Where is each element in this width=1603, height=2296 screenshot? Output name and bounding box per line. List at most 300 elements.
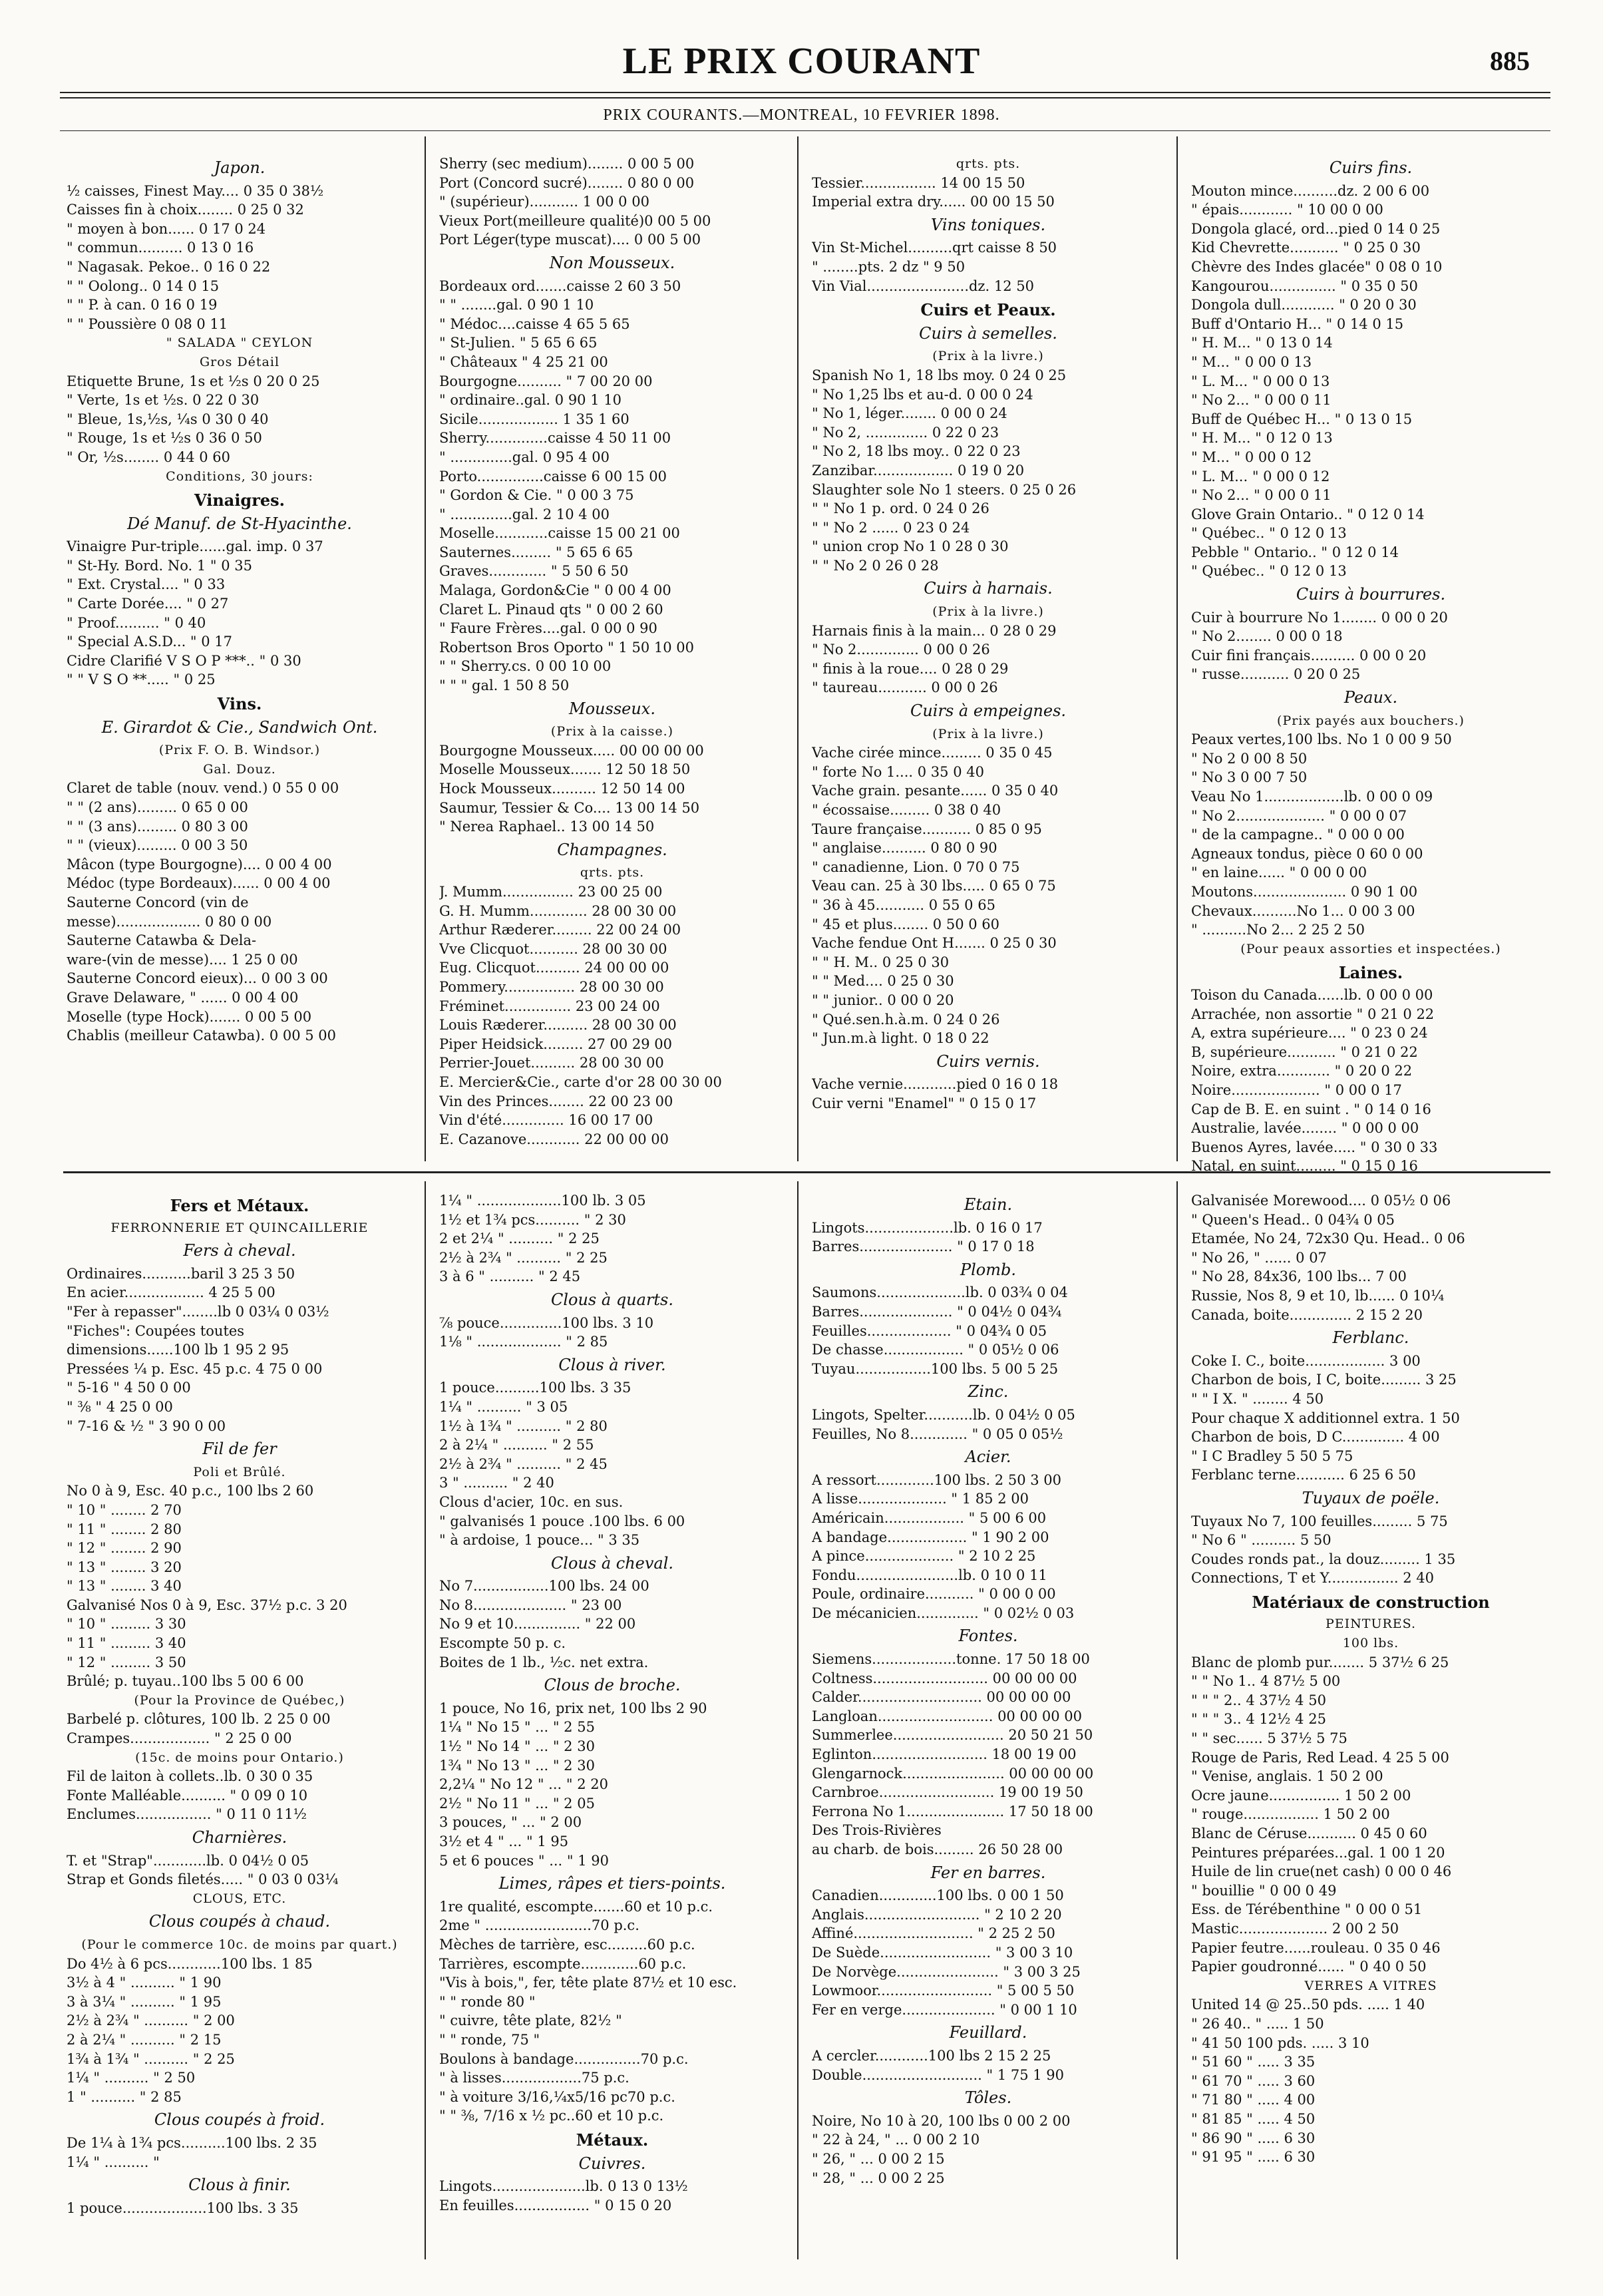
price-row: Piper Heidsick......... 27 00 29 00 bbox=[439, 1036, 672, 1052]
price-row: " " ........gal. 0 90 1 10 bbox=[439, 297, 594, 313]
price-row: 1re qualité, escompte.......60 et 10 p.c. bbox=[439, 1898, 713, 1915]
price-row: Lowmoor.......................... " 5 00 5 50 bbox=[812, 1983, 1075, 1999]
price-row: dimensions......100 lb 1 95 2 95 bbox=[67, 1342, 289, 1358]
price-row: 3 " .......... " 2 40 bbox=[439, 1475, 554, 1491]
price-row: Sauterne Catawba & Dela- bbox=[67, 932, 257, 949]
price-row: " à ardoise, 1 pouce... " 3 35 bbox=[439, 1532, 640, 1549]
price-row: " 11 " ......... 3 40 bbox=[67, 1635, 186, 1652]
section-heading: Clous à cheval. bbox=[550, 1553, 674, 1573]
section-heading: Fil de fer bbox=[202, 1439, 277, 1459]
price-row: " 36 à 45........... 0 55 0 65 bbox=[812, 896, 995, 913]
price-row: " " I X. " ........ 4 50 bbox=[1191, 1390, 1324, 1407]
price-row: J. Mumm................ 23 00 25 00 bbox=[439, 883, 663, 900]
column-rule bbox=[425, 1181, 426, 2259]
price-row: " rouge................. 1 50 2 00 bbox=[1191, 1806, 1390, 1823]
price-row: Saumons....................lb. 0 03¾ 0 04 bbox=[812, 1284, 1068, 1301]
price-row: " à lisses..................75 p.c. bbox=[439, 2070, 629, 2086]
price-row: " No 2... " 0 00 0 11 bbox=[1191, 392, 1332, 409]
price-row: Blanc de plomb pur........ 5 37½ 6 25 bbox=[1191, 1654, 1449, 1670]
price-row: " St-Hy. Bord. No. 1 " 0 35 bbox=[67, 557, 253, 574]
price-row: Feuilles................... " 0 04¾ 0 05 bbox=[812, 1322, 1047, 1339]
price-row: " 12 " ........ 2 90 bbox=[67, 1540, 182, 1557]
category-heading: Vinaigres. bbox=[194, 490, 285, 510]
price-row: " St-Julien. " 5 65 6 65 bbox=[439, 335, 598, 351]
price-row: Tuyaux No 7, 100 feuilles......... 5 75 bbox=[1191, 1513, 1448, 1529]
price-row: Boites de 1 lb., ½c. net extra. bbox=[439, 1654, 649, 1670]
price-row: " galvanisés 1 pouce .100 lbs. 6 00 bbox=[439, 1513, 685, 1529]
price-row: " Rouge, 1s et ½s 0 36 0 50 bbox=[67, 430, 262, 447]
price-row: " Bleue, 1s,½s, ¼s 0 30 0 40 bbox=[67, 411, 269, 427]
price-row: " " (2 ans)......... 0 65 0 00 bbox=[67, 799, 248, 815]
dateline-rule bbox=[60, 130, 1550, 131]
section-heading: Mousseux. bbox=[569, 699, 655, 718]
subheading: Gal. Douz. bbox=[203, 761, 276, 777]
price-row: " 41 50 100 pds. ..... 3 10 bbox=[1191, 2034, 1369, 2051]
price-row: Boulons à bandage...............70 p.c. bbox=[439, 2050, 689, 2067]
section-heading: Cuirs à semelles. bbox=[919, 323, 1057, 343]
price-row: Anglais.......................... " 2 10 2 20 bbox=[812, 1906, 1062, 1923]
price-row: De chasse.................. " 0 05½ 0 06 bbox=[812, 1342, 1059, 1358]
price-row: " ..............gal. 0 95 4 00 bbox=[439, 449, 610, 465]
price-row: No 9 et 10............... " 22 00 bbox=[439, 1616, 636, 1632]
price-row: " " H. M.. 0 25 0 30 bbox=[812, 954, 950, 970]
price-row: "Fiches": Coupées toutes bbox=[67, 1322, 245, 1339]
page-number: 885 bbox=[1490, 46, 1530, 76]
category-heading: Laines. bbox=[1338, 963, 1403, 983]
category-heading: Vins. bbox=[217, 694, 262, 714]
section-heading: Clous de broche. bbox=[544, 1676, 681, 1695]
subheading: VERRES A VITRES bbox=[1304, 1978, 1437, 1993]
category-heading: Cuirs et Peaux. bbox=[920, 300, 1056, 320]
price-row: En acier.................. 4 25 5 00 bbox=[67, 1284, 275, 1301]
price-row: 1¼ " .......... " 3 05 bbox=[439, 1398, 568, 1415]
price-row: Carnbroe.......................... 19 00 19 50 bbox=[812, 1784, 1083, 1801]
section-heading: Cuivres. bbox=[578, 2154, 646, 2173]
subheading: (Pour peaux assorties et inspectées.) bbox=[1240, 941, 1501, 956]
section-heading: Clous à quarts. bbox=[550, 1290, 674, 1309]
price-row: ware-(vin de messe).... 1 25 0 00 bbox=[67, 951, 298, 968]
subheading: (Prix F. O. B. Windsor.) bbox=[158, 743, 321, 758]
price-row: Tuyau.................100 lbs. 5 00 5 25 bbox=[812, 1360, 1059, 1377]
price-row: messe)................... 0 80 0 00 bbox=[67, 913, 272, 930]
price-row: Buenos Ayres, lavée..... " 0 30 0 33 bbox=[1191, 1139, 1438, 1155]
price-row: G. H. Mumm............. 28 00 30 00 bbox=[439, 902, 677, 919]
price-row: Coke I. C., boite.................. 3 00 bbox=[1191, 1352, 1421, 1369]
price-row: " No 2.................... " 0 00 0 07 bbox=[1191, 807, 1407, 824]
subheading: qrts. pts. bbox=[580, 865, 645, 880]
price-row: Etiquette Brune, 1s et ½s 0 20 0 25 bbox=[67, 373, 320, 389]
price-row: Pommery................ 28 00 30 00 bbox=[439, 978, 664, 995]
price-row: Noire, extra............ " 0 20 0 22 bbox=[1191, 1063, 1413, 1079]
price-row: E. Mercier&Cie., carte d'or 28 00 30 00 bbox=[439, 1073, 722, 1090]
price-row: " I C Bradley 5 50 5 75 bbox=[1191, 1447, 1353, 1464]
price-row: Claret de table (nouv. vend.) 0 55 0 00 bbox=[67, 780, 339, 797]
price-row: Vache grain. pesante...... 0 35 0 40 bbox=[812, 783, 1059, 799]
price-row: " Jun.m.à light. 0 18 0 22 bbox=[812, 1030, 989, 1047]
price-row: A lisse.................... " 1 85 2 00 bbox=[812, 1491, 1029, 1507]
price-row: " Queen's Head.. 0 04¾ 0 05 bbox=[1191, 1211, 1395, 1228]
price-row: Crampes.................. " 2 25 0 00 bbox=[67, 1730, 292, 1747]
price-row: Vin St-Michel..........qrt caisse 8 50 bbox=[812, 240, 1057, 256]
section-heading: Fontes. bbox=[958, 1626, 1018, 1646]
price-row: Canada, boite.............. 2 15 2 20 bbox=[1191, 1306, 1423, 1323]
price-row: Lingots....................lb. 0 16 0 17 bbox=[812, 1219, 1043, 1236]
section-heading: Cuirs vernis. bbox=[936, 1052, 1040, 1071]
column-rule bbox=[425, 136, 426, 1161]
price-row: Hock Mousseux.......... 12 50 14 00 bbox=[439, 781, 685, 797]
section-heading: Feuillard. bbox=[949, 2023, 1027, 2042]
price-row: Do 4½ à 6 pcs............100 lbs. 1 85 bbox=[67, 1955, 313, 1972]
price-row: " M... " 0 00 0 13 bbox=[1191, 353, 1312, 370]
subheading: (Prix à la livre.) bbox=[932, 349, 1044, 364]
price-row: 1½ " No 14 " ... " 2 30 bbox=[439, 1738, 595, 1755]
price-row: 3 à 6 " .......... " 2 45 bbox=[439, 1268, 581, 1285]
price-row: Lingots.....................lb. 0 13 0 13½ bbox=[439, 2178, 688, 2195]
price-row: Port Léger(type muscat).... 0 00 5 00 bbox=[439, 232, 701, 248]
price-row: Des Trois-Rivières bbox=[812, 1822, 942, 1839]
price-row: 1 " .......... " 2 85 bbox=[67, 2088, 182, 2105]
price-row: " cuivre, tête plate, 82½ " bbox=[439, 2012, 622, 2029]
section-heading: Tôles. bbox=[964, 2088, 1012, 2108]
price-row: " union crop No 1 0 28 0 30 bbox=[812, 538, 1009, 555]
price-row: " 12 " ......... 3 50 bbox=[67, 1654, 186, 1670]
price-row: 1 pouce, No 16, prix net, 100 lbs 2 90 bbox=[439, 1700, 707, 1716]
subheading: Conditions, 30 jours: bbox=[166, 469, 313, 484]
price-row: Calder............................ 00 00 00 00 bbox=[812, 1689, 1071, 1706]
price-row: 2 et 2¼ " .......... " 2 25 bbox=[439, 1231, 600, 1247]
column-rule bbox=[1176, 136, 1178, 1161]
price-row: Noire.................... " 0 00 0 17 bbox=[1191, 1081, 1402, 1098]
price-row: Brûlé; p. tuyau..100 lbs 5 00 6 00 bbox=[67, 1673, 304, 1690]
price-row: No 7.................100 lbs. 24 00 bbox=[439, 1578, 649, 1595]
section-heading: Cuirs à bourrures. bbox=[1296, 585, 1446, 604]
section-heading: Tuyaux de poële. bbox=[1302, 1488, 1440, 1507]
price-row: " Nagasak. Pekoe.. 0 16 0 22 bbox=[67, 258, 271, 275]
subheading: (Pour le commerce 10c. de moins par quart.) bbox=[81, 1937, 398, 1952]
price-row: Chablis (meilleur Catawba). 0 00 5 00 bbox=[67, 1028, 337, 1044]
subheading: (Prix à la livre.) bbox=[932, 604, 1044, 620]
price-row: Ferrona No 1...................... 17 50 18 00 bbox=[812, 1803, 1093, 1819]
price-row: Natal, en suint......... " 0 15 0 16 bbox=[1191, 1158, 1418, 1175]
price-row: Sherry (sec medium)........ 0 00 5 00 bbox=[439, 156, 695, 172]
section-heading: Fer en barres. bbox=[930, 1863, 1046, 1882]
price-row: " " Sherry.cs. 0 00 10 00 bbox=[439, 658, 612, 675]
price-row: A bandage.................. " 1 90 2 00 bbox=[812, 1529, 1049, 1545]
subheading: Gros Détail bbox=[199, 354, 280, 369]
price-row: " " No 2 0 26 0 28 bbox=[812, 557, 939, 574]
price-row: Peaux vertes,100 lbs. No 1 0 00 9 50 bbox=[1191, 731, 1452, 748]
section-heading: Clous coupés à froid. bbox=[154, 2110, 325, 2130]
price-row: ½ caisses, Finest May.... 0 35 0 38½ bbox=[67, 182, 324, 199]
price-row: 1¼ " No 15 " ... " 2 55 bbox=[439, 1719, 595, 1736]
section-heading: Japon. bbox=[214, 158, 266, 177]
price-row: " Proof.......... " 0 40 bbox=[67, 614, 206, 631]
column-rule bbox=[797, 1181, 799, 2259]
price-row: " 22 à 24, " ... 0 00 2 10 bbox=[812, 2132, 980, 2148]
price-row: " H. M... " 0 13 0 14 bbox=[1191, 335, 1333, 351]
subheading: CLOUS, ETC. bbox=[192, 1891, 287, 1906]
section-heading: Clous coupés à chaud. bbox=[148, 1912, 331, 1931]
price-row: Feuilles, No 8............. " 0 05 0 05½ bbox=[812, 1426, 1063, 1442]
price-row: Taure française........... 0 85 0 95 bbox=[812, 821, 1042, 837]
price-row: " No 26, " ...... 0 07 bbox=[1191, 1249, 1327, 1266]
price-row: Vache vernie............pied 0 16 0 18 bbox=[812, 1076, 1059, 1093]
section-heading: Vins toniques. bbox=[930, 215, 1046, 234]
price-row: " 51 60 " ..... 3 35 bbox=[1191, 2054, 1316, 2070]
price-row: Peintures préparées...gal. 1 00 1 20 bbox=[1191, 1844, 1445, 1861]
price-row: " ordinaire..gal. 0 90 1 10 bbox=[439, 392, 622, 409]
price-row: Spanish No 1, 18 lbs moy. 0 24 0 25 bbox=[812, 367, 1067, 383]
price-row: Sherry..............caisse 4 50 11 00 bbox=[439, 430, 671, 447]
price-row: 2½ à 2¾ " .......... " 2 45 bbox=[439, 1455, 608, 1472]
price-row: Noire, No 10 à 20, 100 lbs 0 00 2 00 bbox=[812, 2112, 1071, 2129]
price-row: Imperial extra dry...... 00 00 15 50 bbox=[812, 194, 1055, 210]
column-clous bbox=[439, 1191, 785, 2215]
price-row: Langloan.......................... 00 00 00 00 bbox=[812, 1708, 1082, 1724]
price-row: Chèvre des Indes glacée" 0 08 0 10 bbox=[1191, 258, 1443, 275]
price-row: Arthur Ræderer......... 22 00 24 00 bbox=[439, 922, 681, 938]
price-row: " No 2, .............. 0 22 0 23 bbox=[812, 424, 999, 441]
price-row: Summerlee......................... 20 50 21 50 bbox=[812, 1727, 1093, 1744]
price-row: 1¾ " No 13 " ... " 2 30 bbox=[439, 1757, 595, 1774]
price-row: Buff de Québec H... " 0 13 0 15 bbox=[1191, 411, 1413, 427]
price-row: Lingots, Spelter...........lb. 0 04½ 0 05 bbox=[812, 1406, 1075, 1423]
price-row: " 45 et plus........ 0 50 0 60 bbox=[812, 916, 1000, 932]
section-heading: Peaux. bbox=[1343, 688, 1398, 707]
price-row: " L. M... " 0 00 0 12 bbox=[1191, 468, 1330, 484]
price-row: Sicile.................. 1 35 1 60 bbox=[439, 411, 629, 427]
price-row: Double........................... " 1 75 1 90 bbox=[812, 2066, 1065, 2083]
price-row: Vin Vial.......................dz. 12 50 bbox=[812, 278, 1034, 294]
header-rule bbox=[60, 92, 1550, 93]
price-row: 3 pouces, " ... " 2 00 bbox=[439, 1814, 582, 1831]
price-row: " " ronde, 75 " bbox=[439, 2031, 540, 2048]
price-row: Bourgogne.......... " 7 00 20 00 bbox=[439, 373, 653, 389]
price-row: " L. M... " 0 00 0 13 bbox=[1191, 373, 1330, 389]
page-title: LE PRIX COURANT bbox=[622, 41, 981, 82]
price-row: Vin d'été.............. 16 00 17 00 bbox=[439, 1112, 653, 1129]
price-row: " No 2........ 0 00 0 18 bbox=[1191, 628, 1343, 645]
price-row: Cuir verni "Enamel" " 0 15 0 17 bbox=[812, 1095, 1037, 1111]
price-row: Zanzibar.................. 0 19 0 20 bbox=[812, 462, 1025, 478]
price-row: 1¾ à 1¾ " .......... " 2 25 bbox=[67, 2050, 235, 2067]
price-row: E. Cazanove............ 22 00 00 00 bbox=[439, 1131, 669, 1147]
column-etain-toles bbox=[812, 1191, 1164, 2188]
price-row: Vinaigre Pur-triple......gal. imp. 0 37 bbox=[67, 538, 323, 555]
section-heading: Clous à river. bbox=[558, 1355, 666, 1374]
price-row: Fil de laiton à collets..lb. 0 30 0 35 bbox=[67, 1768, 313, 1785]
price-row: Barbelé p. clôtures, 100 lb. 2 25 0 00 bbox=[67, 1711, 331, 1728]
price-row: Pour chaque X additionnel extra. 1 50 bbox=[1191, 1410, 1460, 1426]
price-row: Blanc de Céruse........... 0 45 0 60 bbox=[1191, 1825, 1427, 1841]
price-row: Vve Clicquot........... 28 00 30 00 bbox=[439, 940, 667, 957]
price-row: Vieux Port(meilleure qualité)0 00 5 00 bbox=[439, 212, 711, 229]
price-row: 2me " ........................70 p.c. bbox=[439, 1917, 639, 1934]
price-row: T. et "Strap"............lb. 0 04½ 0 05 bbox=[67, 1852, 309, 1869]
price-row: 5 et 6 pouces " ... " 1 90 bbox=[439, 1852, 609, 1869]
price-row: Charbon de bois, D C.............. 4 00 bbox=[1191, 1429, 1440, 1445]
subheading: Poli et Brûlé. bbox=[193, 1464, 286, 1479]
price-row: " " No 1 p. ord. 0 24 0 26 bbox=[812, 500, 989, 517]
column-japon-vins bbox=[67, 154, 413, 1046]
price-row: " 91 95 " ..... 6 30 bbox=[1191, 2149, 1316, 2166]
section-heading: Zinc. bbox=[968, 1382, 1009, 1402]
price-row: Vin des Princes........ 22 00 23 00 bbox=[439, 1093, 673, 1109]
price-row: "Fer à repasser"........lb 0 03¼ 0 03½ bbox=[67, 1303, 329, 1320]
price-row: Galvanisée Morewood.... 0 05½ 0 06 bbox=[1191, 1193, 1451, 1209]
price-row: " No 2... " 0 00 0 11 bbox=[1191, 487, 1332, 504]
price-row: Cuir à bourrure No 1........ 0 00 0 20 bbox=[1191, 609, 1448, 626]
header-rule-2 bbox=[60, 97, 1550, 98]
price-row: Américain.................. " 5 00 6 00 bbox=[812, 1509, 1047, 1526]
price-row: Glove Grain Ontario.. " 0 12 0 14 bbox=[1191, 506, 1425, 522]
price-row: " forte No 1.... 0 35 0 40 bbox=[812, 763, 984, 780]
price-row: Moselle (type Hock)....... 0 00 5 00 bbox=[67, 1008, 312, 1025]
price-row: Russie, Nos 8, 9 et 10, lb...... 0 10¼ bbox=[1191, 1287, 1445, 1304]
price-row: Ocre jaune................ 1 50 2 00 bbox=[1191, 1787, 1411, 1804]
price-row: De 1¼ à 1¾ pcs..........100 lbs. 2 35 bbox=[67, 2134, 317, 2151]
price-row: " Nerea Raphael.. 13 00 14 50 bbox=[439, 819, 655, 835]
price-row: " H. M... " 0 12 0 13 bbox=[1191, 430, 1333, 447]
price-row: " 13 " ........ 3 20 bbox=[67, 1559, 182, 1575]
section-heading: Acier. bbox=[965, 1447, 1011, 1467]
column-cuirs-fins-laines bbox=[1191, 154, 1550, 1176]
column-ferblanc-materiaux bbox=[1191, 1191, 1550, 2167]
price-row: " 61 70 " ..... 3 60 bbox=[1191, 2072, 1316, 2089]
price-row: " russe........... 0 20 0 25 bbox=[1191, 666, 1361, 683]
price-row: " 13 " ........ 3 40 bbox=[67, 1578, 182, 1595]
section-heading: Limes, râpes et tiers-points. bbox=[498, 1874, 726, 1893]
price-row: Coudes ronds pat., la douz......... 1 35 bbox=[1191, 1551, 1456, 1567]
section-heading: Champagnes. bbox=[557, 840, 667, 859]
price-row: Bourgogne Mousseux..... 00 00 00 00 bbox=[439, 742, 704, 759]
price-row: " 81 85 " ..... 4 50 bbox=[1191, 2110, 1316, 2127]
price-row: United 14 @ 25..50 pds. ..... 1 40 bbox=[1191, 1997, 1425, 2013]
price-row: Kangourou............... " 0 35 0 50 bbox=[1191, 278, 1418, 294]
price-row: A pince.................... " 2 10 2 25 bbox=[812, 1548, 1036, 1565]
price-row: Tessier................. 14 00 15 50 bbox=[812, 174, 1025, 191]
price-row: " en laine...... " 0 00 0 00 bbox=[1191, 864, 1367, 881]
price-row: Canadien.............100 lbs. 0 00 1 50 bbox=[812, 1887, 1064, 1904]
price-row: 1 pouce..........100 lbs. 3 35 bbox=[439, 1380, 631, 1396]
price-row: " Québec.. " 0 12 0 13 bbox=[1191, 563, 1347, 580]
price-row: 1¼ " .......... " bbox=[67, 2154, 160, 2170]
price-row: 3 à 3¼ " .......... " 1 95 bbox=[67, 1993, 222, 2010]
price-row: Arrachée, non assortie " 0 21 0 22 bbox=[1191, 1006, 1435, 1022]
price-row: Saumur, Tessier & Co.... 13 00 14 50 bbox=[439, 799, 700, 816]
price-row: De Suède......................... " 3 00 3 10 bbox=[812, 1944, 1073, 1961]
price-row: Moselle Mousseux....... 12 50 18 50 bbox=[439, 761, 691, 778]
price-row: 3½ et 4 " ... " 1 95 bbox=[439, 1833, 569, 1849]
price-row: " 26, " ... 0 00 2 15 bbox=[812, 2150, 945, 2167]
price-row: Buff d'Ontario H... " 0 14 0 15 bbox=[1191, 315, 1404, 332]
price-row: " bouillie " 0 00 0 49 bbox=[1191, 1882, 1337, 1899]
price-row: Connections, T et Y................ 2 40 bbox=[1191, 1570, 1435, 1587]
subheading: (Pour la Province de Québec,) bbox=[134, 1692, 345, 1708]
price-row: 2½ à 2¾ " .......... " 2 25 bbox=[439, 1249, 608, 1266]
section-heading: Clous à finir. bbox=[188, 2176, 291, 2195]
price-row: " ..........No 2... 2 25 2 50 bbox=[1191, 922, 1365, 938]
price-row: Sauterne Concord eieux)... 0 00 3 00 bbox=[67, 970, 328, 987]
price-row: " " Poussière 0 08 0 11 bbox=[67, 315, 228, 332]
price-row: Chevaux..........No 1... 0 00 3 00 bbox=[1191, 902, 1415, 919]
price-row: Mèches de tarrière, esc.........60 p.c. bbox=[439, 1936, 695, 1953]
price-row: 1⅛ " ................... " 2 85 bbox=[439, 1334, 608, 1350]
price-row: Veau can. 25 à 30 lbs..... 0 65 0 75 bbox=[812, 878, 1056, 894]
section-heading: Plomb. bbox=[960, 1260, 1017, 1279]
price-row: 1½ à 1¾ " .......... " 2 80 bbox=[439, 1418, 608, 1434]
price-row: " de la campagne.. " 0 00 0 00 bbox=[1191, 827, 1405, 843]
column-cuirs-peaux bbox=[812, 154, 1164, 1113]
price-row: Fondu.......................lb. 0 10 0 11 bbox=[812, 1567, 1047, 1583]
price-row: " " (vieux)......... 0 00 3 50 bbox=[67, 837, 248, 854]
subheading: qrts. pts. bbox=[956, 156, 1021, 171]
price-row: " M... " 0 00 0 12 bbox=[1191, 449, 1312, 465]
price-row: " moyen à bon...... 0 17 0 24 bbox=[67, 220, 266, 237]
price-row: " ........pts. 2 dz " 9 50 bbox=[812, 258, 966, 275]
category-heading: Matériaux de construction bbox=[1252, 1592, 1490, 1612]
price-row: Etamée, No 24, 72x30 Qu. Head.. 0 06 bbox=[1191, 1231, 1465, 1247]
price-row: Caisses fin à choix........ 0 25 0 32 bbox=[67, 202, 304, 218]
price-row: Pressées ¼ p. Esc. 45 p.c. 4 75 0 00 bbox=[67, 1360, 323, 1377]
price-row: " " No 1.. 4 87½ 5 00 bbox=[1191, 1673, 1341, 1690]
price-row: " 7-16 & ½ " 3 90 0 00 bbox=[67, 1418, 226, 1434]
price-row: " taureau........... 0 00 0 26 bbox=[812, 679, 998, 696]
price-row: " Special A.S.D... " 0 17 bbox=[67, 634, 233, 650]
subheading: (Prix payés aux bouchers.) bbox=[1277, 713, 1465, 728]
price-row: Cap de B. E. en suint . " 0 14 0 16 bbox=[1191, 1101, 1431, 1117]
price-row: " ⅜ " 4 25 0 00 bbox=[67, 1398, 173, 1415]
subheading: PEINTURES. bbox=[1325, 1617, 1417, 1632]
price-row: " " " gal. 1 50 8 50 bbox=[439, 677, 570, 694]
price-row: Toison du Canada......lb. 0 00 0 00 bbox=[1191, 986, 1433, 1003]
category-heading: Fers et Métaux. bbox=[170, 1196, 309, 1215]
price-row: Cuir fini français.......... 0 00 0 20 bbox=[1191, 647, 1427, 664]
price-row: Strap et Gonds filetés..... " 0 03 0 03¼ bbox=[67, 1871, 339, 1888]
price-row: Eglinton.......................... 18 00 19 00 bbox=[812, 1746, 1077, 1763]
column-rule bbox=[1176, 1181, 1178, 2259]
price-row: 1½ et 1¾ pcs.......... " 2 30 bbox=[439, 1211, 626, 1228]
price-row: Huile de lin crue(net cash) 0 00 0 46 bbox=[1191, 1863, 1452, 1880]
price-row: Dongola glacé, ord...pied 0 14 0 25 bbox=[1191, 220, 1441, 237]
price-row: Mâcon (type Bourgogne).... 0 00 4 00 bbox=[67, 856, 332, 872]
price-row: Tarrières, escompte.............60 p.c. bbox=[439, 1955, 687, 1972]
subheading: (Prix à la caisse.) bbox=[550, 724, 674, 739]
price-row: Australie, lavée........ " 0 00 0 00 bbox=[1191, 1120, 1419, 1137]
price-row: Grave Delaware, " ...... 0 00 4 00 bbox=[67, 989, 299, 1006]
section-heading: Ferblanc. bbox=[1332, 1328, 1409, 1348]
section-heading: Charnières. bbox=[192, 1828, 287, 1847]
price-row: " Gordon & Cie. " 0 00 3 75 bbox=[439, 487, 634, 504]
price-row: Glengarnock....................... 00 00 00 00 bbox=[812, 1765, 1094, 1782]
price-row: " commun.......... 0 13 0 16 bbox=[67, 240, 254, 256]
price-row: " Châteaux " 4 25 21 00 bbox=[439, 353, 608, 370]
section-heading: Non Mousseux. bbox=[549, 253, 675, 272]
price-row: Veau No 1..................lb. 0 00 0 09 bbox=[1191, 789, 1433, 805]
price-row: " No 2 0 00 8 50 bbox=[1191, 750, 1308, 767]
price-row: ⅞ pouce..............100 lbs. 3 10 bbox=[439, 1314, 654, 1331]
price-row: Enclumes................. " 0 11 0 11½ bbox=[67, 1806, 307, 1823]
price-row: " anglaise.......... 0 80 0 90 bbox=[812, 840, 997, 857]
price-row: De Norvège....................... " 3 00 3 25 bbox=[812, 1963, 1081, 1980]
section-heading: Cuirs à harnais. bbox=[924, 579, 1053, 598]
price-row: " " " 2.. 4 37½ 4 50 bbox=[1191, 1692, 1326, 1708]
price-row: Fer en verge..................... " 0 00 1 10 bbox=[812, 2001, 1077, 2018]
price-row: Sauternes......... " 5 65 6 65 bbox=[439, 544, 633, 560]
price-row: Ess. de Térébenthine " 0 00 0 51 bbox=[1191, 1901, 1423, 1918]
price-row: Mouton mince..........dz. 2 00 6 00 bbox=[1191, 182, 1430, 199]
price-row: " 10 " ......... 3 30 bbox=[67, 1616, 186, 1632]
